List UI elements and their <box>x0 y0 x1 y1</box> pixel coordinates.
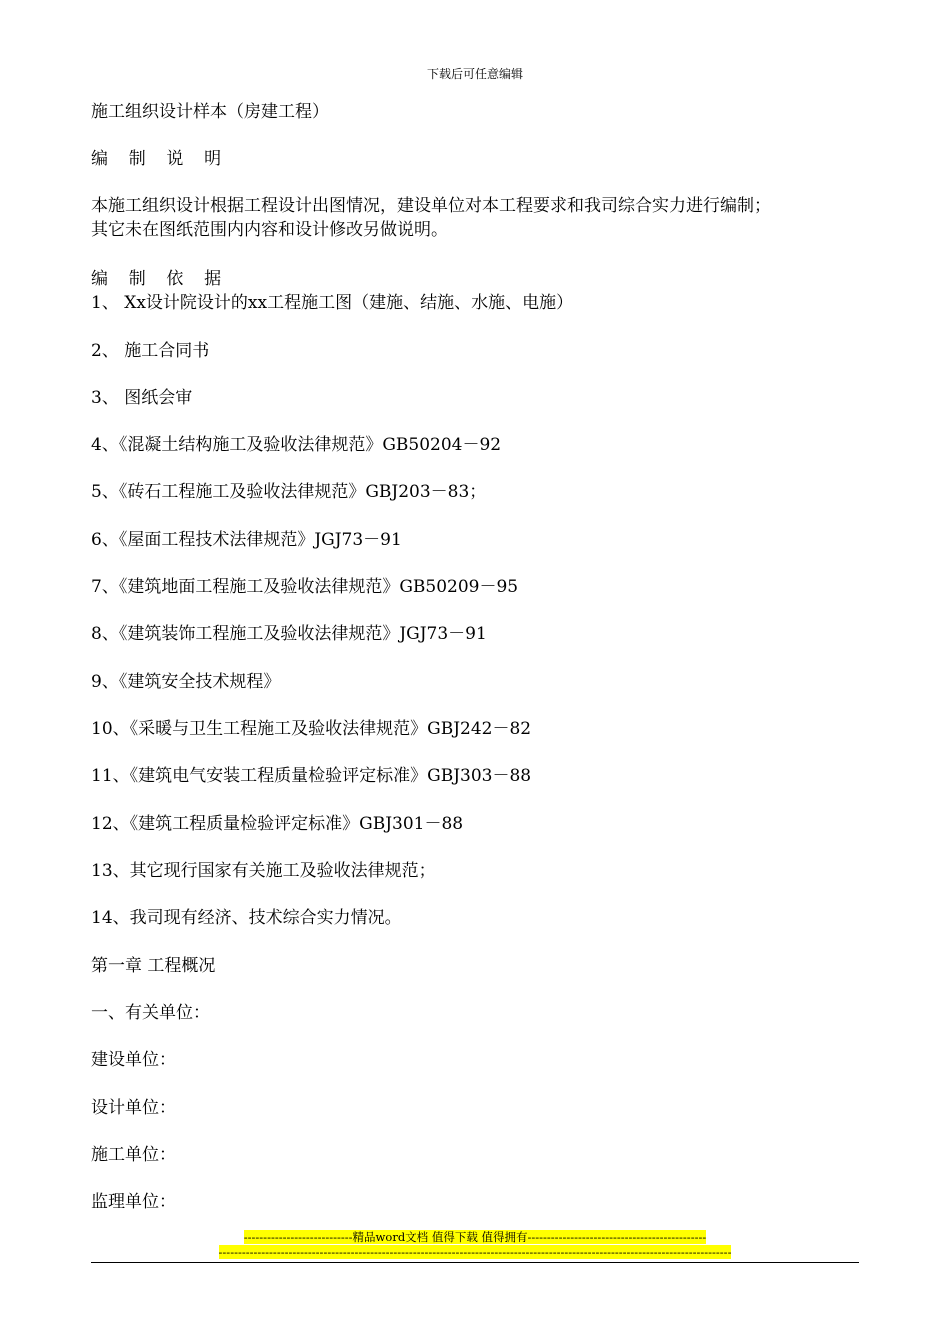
section-heading-compilation-notes: 编 制 说 明 <box>91 149 229 169</box>
list-item: 14、我司现有经济、技术综合实力情况。 <box>91 908 402 928</box>
footer-banner <box>0 1245 950 1259</box>
list-item: 6、《屋面工程技术法律规范》JGJ73－91 <box>91 530 402 550</box>
list-item: 2、 施工合同书 <box>91 341 210 361</box>
party-label: 监理单位： <box>91 1192 176 1212</box>
footer-banner <box>0 1230 950 1244</box>
list-item: 11、《建筑电气安装工程质量检验评定标准》GBJ303－88 <box>91 766 532 786</box>
party-label: 建设单位： <box>91 1050 176 1070</box>
intro-paragraph-line: 其它未在图纸范围内内容和设计修改另做说明。 <box>91 220 448 240</box>
list-item: 8、《建筑装饰工程施工及验收法律规范》JGJ73－91 <box>91 624 487 644</box>
document-title: 施工组织设计样本（房建工程） <box>91 102 329 122</box>
list-item: 13、其它现行国家有关施工及验收法律规范； <box>91 861 436 881</box>
party-label: 施工单位： <box>91 1145 176 1165</box>
list-item: 1、 Xx设计院设计的xx工程施工图（建施、结施、水施、电施） <box>91 293 574 313</box>
page-header-note: 下载后可任意编辑 <box>426 67 523 81</box>
intro-paragraph-line: 本施工组织设计根据工程设计出图情况，建设单位对本工程要求和我司综合实力进行编制； <box>91 196 771 216</box>
footer-banner-text: ------------------------------------------------------------------------------------------------------------------------------------ <box>218 1245 732 1259</box>
list-item: 3、 图纸会审 <box>91 388 193 408</box>
subsection-heading: 一、有关单位： <box>91 1003 210 1023</box>
list-item: 4、《混凝土结构施工及验收法律规范》GB50204－92 <box>91 435 502 455</box>
party-label: 设计单位： <box>91 1098 176 1118</box>
list-item: 12、《建筑工程质量检验评定标准》GBJ301－88 <box>91 814 464 834</box>
list-item: 9、《建筑安全技术规程》 <box>91 672 281 692</box>
footer-banner-text: ----------------------------精品word文档 值得下载 值得拥有---------------------------------------------- <box>243 1230 707 1244</box>
section-heading-compilation-basis: 编 制 依 据 <box>91 269 229 289</box>
footer-divider <box>91 1262 859 1263</box>
list-item: 10、《采暖与卫生工程施工及验收法律规范》GBJ242－82 <box>91 719 532 739</box>
list-item: 5、《砖石工程施工及验收法律规范》GBJ203－83； <box>91 482 487 502</box>
chapter-title: 第一章 工程概况 <box>91 956 216 976</box>
list-item: 7、《建筑地面工程施工及验收法律规范》GB50209－95 <box>91 577 519 597</box>
